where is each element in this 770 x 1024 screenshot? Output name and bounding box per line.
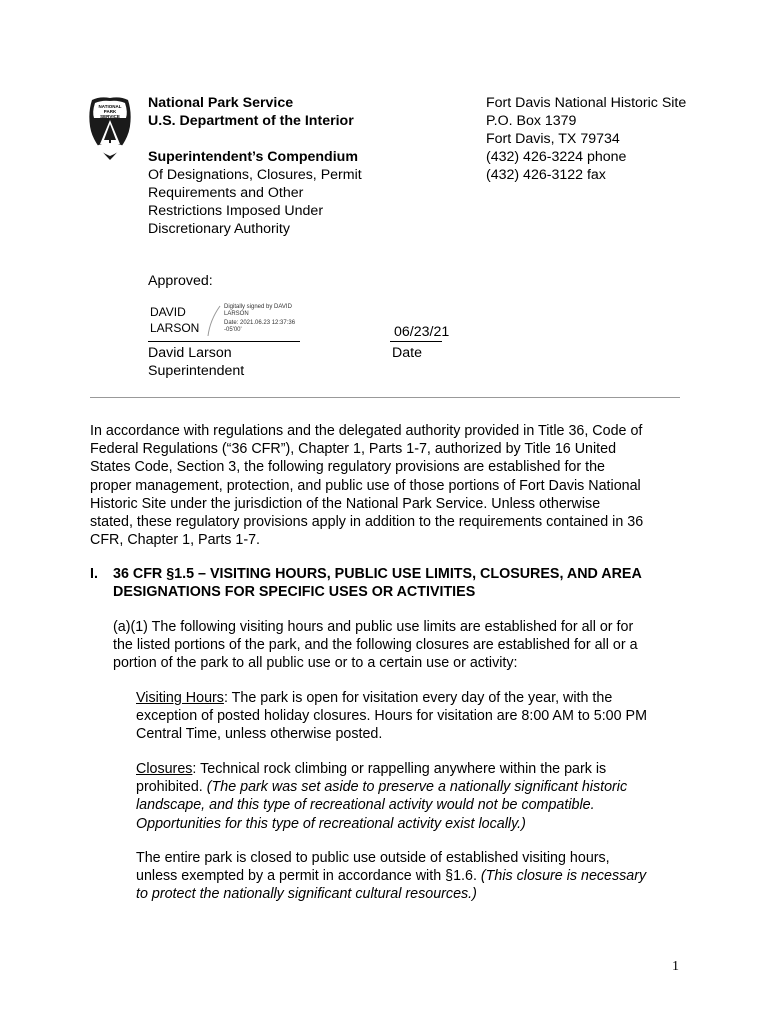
date-line	[390, 341, 442, 342]
section-numeral: I.	[90, 566, 98, 582]
fax-line: (432) 426-3122 fax	[486, 167, 606, 183]
agency-name: National Park Service	[148, 95, 294, 111]
closures-text: : Technical rock climbing or rappelling anywhere within the park is	[192, 761, 607, 777]
signature-line	[148, 341, 300, 342]
date-value: 06/23/21	[394, 324, 450, 340]
closures-rationale: (The park was set aside to preserve a nationally significant historic	[206, 779, 628, 796]
document-subtitle-line: Of Designations, Closures, Permit	[148, 167, 362, 183]
intro-paragraph	[90, 422, 690, 549]
digital-sig-date: Date: 2021.06.23 12:37:36	[224, 320, 296, 326]
approved-label: Approved:	[148, 273, 213, 289]
paragraph-a1-line: portion of the park to all public use or to a certain use or activity:	[113, 655, 518, 672]
after-hours-closure-block	[136, 849, 696, 904]
paragraph-a1-line: (a)(1) The following visiting hours and public use limits are established for all or for	[113, 619, 634, 635]
signature-last-name: LARSON	[150, 321, 200, 335]
address-line: Fort Davis National Historic Site	[486, 95, 687, 111]
after-hours-rationale: to protect the nationally significant cultural resources.)	[136, 886, 477, 903]
document-subtitle-line: Discretionary Authority	[148, 221, 290, 237]
closures-rationale: Opportunities for this type of recreational activity exist locally.)	[136, 815, 526, 832]
intro-line: In accordance with regulations and the delegated authority provided in Title 36, Code of	[90, 423, 643, 439]
logo-text-2: PARK	[103, 109, 117, 114]
visiting-hours-block	[136, 689, 686, 744]
visiting-hours-text: exception of posted holiday closures. Hours for visitation are 8:00 AM to 5:00 PM	[136, 708, 647, 725]
signer-title: Superintendent	[148, 363, 245, 379]
after-hours-text: The entire park is closed to public use outside of established visiting hours,	[136, 850, 610, 866]
intro-line: States Code, Section 3, the following regulatory provisions are established for the	[90, 459, 605, 476]
date-label: Date	[392, 345, 422, 361]
signature-first-name: DAVID	[150, 305, 186, 319]
digital-sig-tz: -05'00'	[224, 327, 242, 333]
after-hours-text: unless exempted by a permit in accordance with §1.6.	[136, 868, 481, 885]
intro-line: proper management, protection, and public use of those portions of Fort Davis National	[90, 477, 641, 494]
logo-text-1: NATIONAL	[98, 104, 122, 109]
address-line: Fort Davis, TX 79734	[486, 131, 620, 147]
intro-line: CFR, Chapter 1, Parts 1-7.	[90, 532, 261, 549]
section-heading	[113, 565, 693, 601]
phone-line: (432) 426-3224 phone	[486, 149, 627, 165]
closures-text: prohibited.	[136, 779, 207, 796]
document-title: Superintendent’s Compendium	[148, 149, 358, 165]
address-line: P.O. Box 1379	[486, 113, 577, 129]
after-hours-rationale: (This closure is necessary	[480, 868, 647, 885]
intro-line: Historic Site under the jurisdiction of the National Park Service. Unless otherwise	[90, 495, 601, 512]
paragraph-a1-line: the listed portions of the park, and the following closures are established for all or a	[113, 637, 638, 654]
closures-rationale: landscape, and this type of recreational activity would not be compatible.	[136, 797, 595, 814]
department-name: U.S. Department of the Interior	[148, 113, 354, 129]
nps-arrowhead-logo	[86, 94, 134, 162]
digital-signature	[148, 302, 300, 340]
header-divider	[90, 397, 680, 398]
digital-sig-text: LARSON	[224, 311, 249, 317]
section-heading-line: 36 CFR §1.5 – VISITING HOURS, PUBLIC USE LIMITS, CLOSURES, AND AREA	[113, 566, 642, 582]
section-heading-line: DESIGNATIONS FOR SPECIFIC USES OR ACTIVITIES	[113, 584, 476, 601]
signer-name: David Larson	[148, 345, 232, 361]
closures-label: Closures	[136, 761, 193, 777]
document-subtitle-line: Restrictions Imposed Under	[148, 203, 324, 219]
digital-sig-text: Digitally signed by DAVID	[224, 304, 292, 310]
intro-line: Federal Regulations (“36 CFR”), Chapter 1, Parts 1-7, authorized by Title 16 United	[90, 441, 617, 458]
document-subtitle-line: Requirements and Other	[148, 185, 304, 201]
signature-stroke-icon	[204, 304, 224, 338]
intro-line: stated, these regulatory provisions apply in addition to the requirements contained in 36	[90, 514, 644, 531]
visiting-hours-text: Central Time, unless otherwise posted.	[136, 726, 383, 743]
paragraph-a1	[113, 618, 683, 673]
logo-text-3: SERVICE	[100, 114, 120, 119]
visiting-hours-text: : The park is open for visitation every day of the year, with the	[223, 690, 613, 706]
page-number: 1	[672, 959, 679, 974]
visiting-hours-label: Visiting Hours	[136, 690, 224, 706]
closures-block	[136, 760, 696, 833]
